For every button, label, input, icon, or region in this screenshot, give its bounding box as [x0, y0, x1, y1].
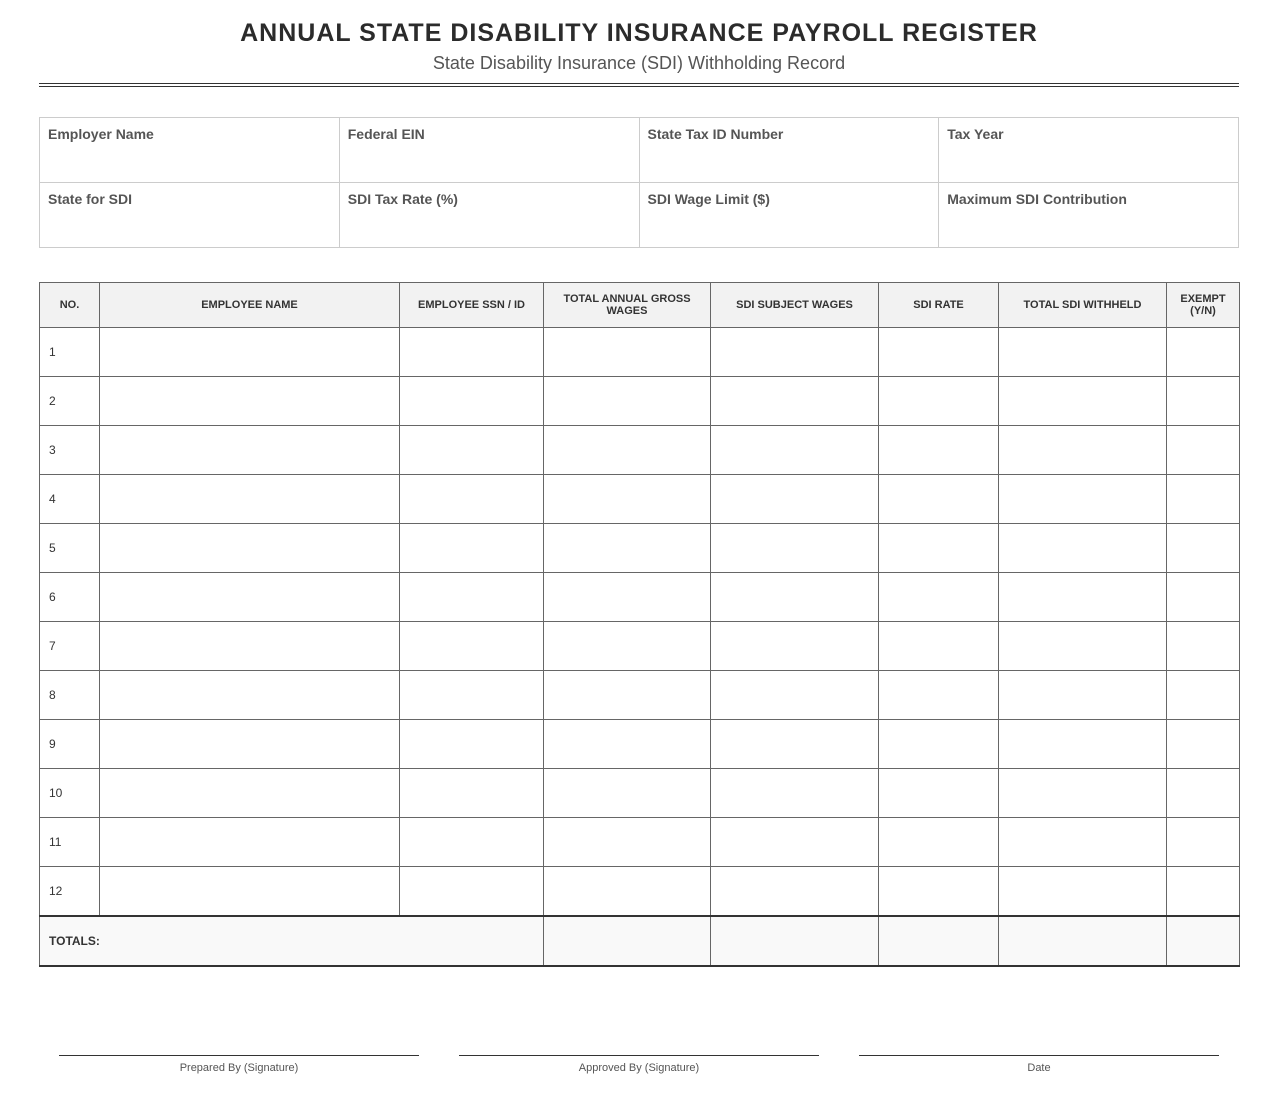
date-line[interactable]: [859, 1055, 1219, 1056]
sdi-rate-cell[interactable]: [879, 573, 999, 622]
tax-year-field[interactable]: Tax Year: [939, 118, 1239, 183]
total-exempt-cell[interactable]: [1167, 916, 1240, 966]
column-header-employee-name: EMPLOYEE NAME: [100, 283, 400, 328]
employee-name-cell[interactable]: [100, 867, 400, 916]
prepared-by-signature-line[interactable]: [59, 1055, 419, 1056]
gross-wages-cell[interactable]: [544, 475, 711, 524]
employee-ssn-cell[interactable]: [400, 867, 544, 916]
sdi-rate-cell[interactable]: [879, 867, 999, 916]
sdi-subject-wages-cell[interactable]: [711, 328, 879, 377]
sdi-rate-cell[interactable]: [879, 426, 999, 475]
employee-name-cell[interactable]: [100, 818, 400, 867]
sdi-withheld-cell[interactable]: [999, 720, 1167, 769]
federal-ein-field[interactable]: Federal EIN: [339, 118, 639, 183]
gross-wages-cell[interactable]: [544, 622, 711, 671]
sdi-rate-cell[interactable]: [879, 769, 999, 818]
exempt-cell[interactable]: [1167, 377, 1240, 426]
row-number: 9: [40, 720, 100, 769]
table-row: [40, 818, 1240, 867]
sdi-withheld-cell[interactable]: [999, 818, 1167, 867]
total-gross-wages-cell[interactable]: [544, 916, 711, 966]
sdi-subject-wages-cell[interactable]: [711, 671, 879, 720]
sdi-subject-wages-cell[interactable]: [711, 426, 879, 475]
sdi-withheld-cell[interactable]: [999, 377, 1167, 426]
sdi-subject-wages-cell[interactable]: [711, 377, 879, 426]
sdi-withheld-cell[interactable]: [999, 671, 1167, 720]
row-number: 2: [40, 377, 100, 426]
exempt-cell[interactable]: [1167, 573, 1240, 622]
employer-name-field[interactable]: Employer Name: [40, 118, 340, 183]
sdi-subject-wages-cell[interactable]: [711, 475, 879, 524]
employee-ssn-cell[interactable]: [400, 671, 544, 720]
approved-by-signature: [459, 1055, 819, 1074]
sdi-rate-cell[interactable]: [879, 622, 999, 671]
date-label: Date: [1027, 1062, 1051, 1074]
prepared-by-signature: [59, 1055, 419, 1074]
page-subtitle: State Disability Insurance (SDI) Withholding Record: [432, 53, 846, 73]
date-signature: [859, 1055, 1219, 1074]
table-header-row: [40, 283, 1240, 328]
row-number: 5: [40, 524, 100, 573]
row-number: 3: [40, 426, 100, 475]
sdi-subject-wages-cell[interactable]: [711, 573, 879, 622]
sdi-withheld-cell[interactable]: [999, 867, 1167, 916]
table-row: [40, 769, 1240, 818]
employee-name-cell[interactable]: [100, 622, 400, 671]
exempt-cell[interactable]: [1167, 867, 1240, 916]
employee-ssn-cell[interactable]: [400, 769, 544, 818]
sdi-rate-cell[interactable]: [879, 524, 999, 573]
info-row: [40, 118, 1239, 183]
table-row: [40, 475, 1240, 524]
employee-name-cell[interactable]: [100, 524, 400, 573]
sdi-subject-wages-cell[interactable]: [711, 622, 879, 671]
payroll-table-body: [40, 328, 1240, 966]
table-row: [40, 426, 1240, 475]
state-for-sdi-field[interactable]: State for SDI: [40, 183, 340, 248]
exempt-cell[interactable]: [1167, 720, 1240, 769]
max-sdi-contribution-field[interactable]: Maximum SDI Contribution: [939, 183, 1239, 248]
sdi-rate-cell[interactable]: [879, 475, 999, 524]
employee-ssn-cell[interactable]: [400, 818, 544, 867]
gross-wages-cell[interactable]: [544, 426, 711, 475]
employee-name-cell[interactable]: [100, 328, 400, 377]
table-row: [40, 720, 1240, 769]
sdi-withheld-cell[interactable]: [999, 769, 1167, 818]
column-header-sdi-withheld: TOTAL SDI WITHHELD: [999, 283, 1167, 328]
header-divider: [39, 83, 1239, 87]
sdi-withheld-cell[interactable]: [999, 426, 1167, 475]
sdi-withheld-cell[interactable]: [999, 328, 1167, 377]
gross-wages-cell[interactable]: [544, 769, 711, 818]
totals-label: TOTALS:: [40, 916, 544, 966]
gross-wages-cell[interactable]: [544, 867, 711, 916]
row-number: 11: [40, 818, 100, 867]
row-number: 4: [40, 475, 100, 524]
gross-wages-cell[interactable]: [544, 377, 711, 426]
employee-name-cell[interactable]: [100, 475, 400, 524]
table-row: [40, 671, 1240, 720]
row-number: 10: [40, 769, 100, 818]
employee-name-cell[interactable]: [100, 720, 400, 769]
total-sdi-withheld-cell[interactable]: [999, 916, 1167, 966]
total-sdi-subject-wages-cell[interactable]: [711, 916, 879, 966]
employee-ssn-cell[interactable]: [400, 720, 544, 769]
row-number: 1: [40, 328, 100, 377]
employee-ssn-cell[interactable]: [400, 475, 544, 524]
sdi-subject-wages-cell[interactable]: [711, 524, 879, 573]
table-row: [40, 524, 1240, 573]
table-row: [40, 867, 1240, 916]
employee-name-cell[interactable]: [100, 426, 400, 475]
sdi-rate-cell[interactable]: [879, 720, 999, 769]
column-header-sdi-rate: SDI RATE: [879, 283, 999, 328]
gross-wages-cell[interactable]: [544, 720, 711, 769]
approved-by-signature-line[interactable]: [459, 1055, 819, 1056]
table-row: [40, 377, 1240, 426]
state-tax-id-field[interactable]: State Tax ID Number: [639, 118, 939, 183]
sdi-subject-wages-cell[interactable]: [711, 818, 879, 867]
sdi-withheld-cell[interactable]: [999, 475, 1167, 524]
employee-name-cell[interactable]: [100, 769, 400, 818]
employee-ssn-cell[interactable]: [400, 377, 544, 426]
sdi-subject-wages-cell[interactable]: [711, 720, 879, 769]
exempt-cell[interactable]: [1167, 671, 1240, 720]
column-header-gross-wages: TOTAL ANNUAL GROSS WAGES: [544, 283, 711, 328]
employee-ssn-cell[interactable]: [400, 524, 544, 573]
total-sdi-rate-cell[interactable]: [879, 916, 999, 966]
sdi-tax-rate-field[interactable]: SDI Tax Rate (%): [339, 183, 639, 248]
employer-info-grid: [39, 117, 1239, 248]
info-row: [40, 183, 1239, 248]
table-row: [40, 328, 1240, 377]
exempt-cell[interactable]: [1167, 524, 1240, 573]
gross-wages-cell[interactable]: [544, 328, 711, 377]
sdi-subject-wages-cell[interactable]: [711, 867, 879, 916]
page-title: ANNUAL STATE DISABILITY INSURANCE PAYROLL REGISTER: [240, 19, 1038, 47]
employee-ssn-cell[interactable]: [400, 622, 544, 671]
sdi-withheld-cell[interactable]: [999, 524, 1167, 573]
prepared-by-label: Prepared By (Signature): [179, 1062, 299, 1074]
exempt-cell[interactable]: [1167, 818, 1240, 867]
sdi-rate-cell[interactable]: [879, 671, 999, 720]
sdi-withheld-cell[interactable]: [999, 622, 1167, 671]
payroll-table: [39, 282, 1240, 967]
table-row: [40, 573, 1240, 622]
sdi-rate-cell[interactable]: [879, 328, 999, 377]
employee-name-cell[interactable]: [100, 671, 400, 720]
exempt-cell[interactable]: [1167, 475, 1240, 524]
employee-ssn-cell[interactable]: [400, 426, 544, 475]
row-number: 8: [40, 671, 100, 720]
sdi-subject-wages-cell[interactable]: [711, 769, 879, 818]
sdi-rate-cell[interactable]: [879, 818, 999, 867]
sdi-wage-limit-field[interactable]: SDI Wage Limit ($): [639, 183, 939, 248]
gross-wages-cell[interactable]: [544, 818, 711, 867]
sdi-rate-cell[interactable]: [879, 377, 999, 426]
row-number: 6: [40, 573, 100, 622]
employee-ssn-cell[interactable]: [400, 573, 544, 622]
exempt-cell[interactable]: [1167, 769, 1240, 818]
employee-name-cell[interactable]: [100, 377, 400, 426]
row-number: 12: [40, 867, 100, 916]
column-header-no: NO.: [40, 283, 100, 328]
exempt-cell[interactable]: [1167, 426, 1240, 475]
gross-wages-cell[interactable]: [544, 671, 711, 720]
employee-name-cell[interactable]: [100, 573, 400, 622]
column-header-employee-ssn: EMPLOYEE SSN / ID: [400, 283, 544, 328]
row-number: 7: [40, 622, 100, 671]
table-row: [40, 622, 1240, 671]
gross-wages-cell[interactable]: [544, 524, 711, 573]
exempt-cell[interactable]: [1167, 328, 1240, 377]
employee-ssn-cell[interactable]: [400, 328, 544, 377]
column-header-sdi-subject-wages: SDI SUBJECT WAGES: [711, 283, 879, 328]
column-header-exempt: EXEMPT (Y/N): [1167, 283, 1240, 328]
exempt-cell[interactable]: [1167, 622, 1240, 671]
totals-row: [40, 916, 1240, 966]
gross-wages-cell[interactable]: [544, 573, 711, 622]
approved-by-label: Approved By (Signature): [578, 1062, 700, 1074]
sdi-withheld-cell[interactable]: [999, 573, 1167, 622]
